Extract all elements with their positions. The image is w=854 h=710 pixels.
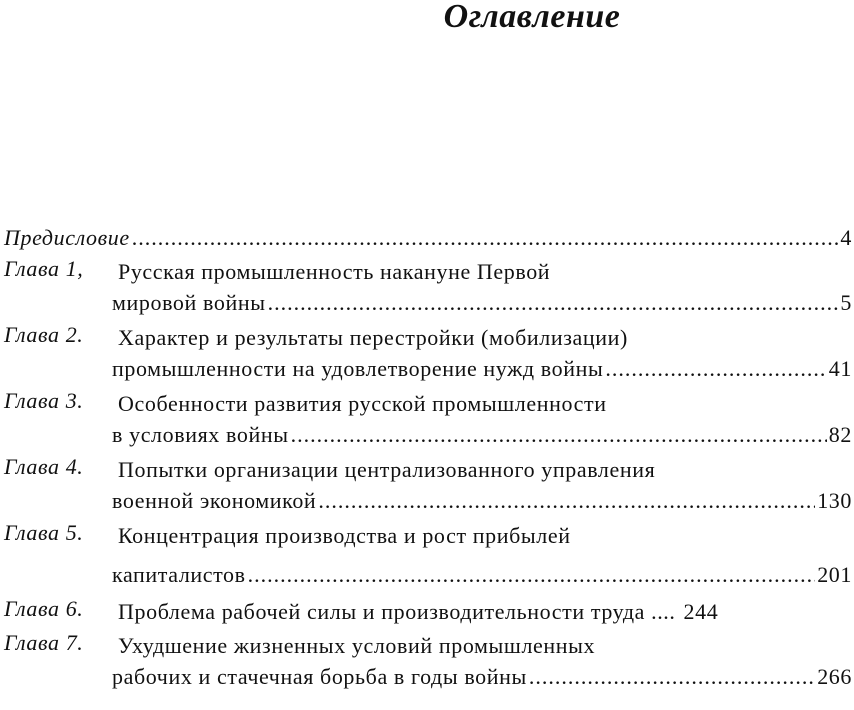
dot-leader bbox=[248, 559, 816, 590]
toc-page-number: 266 bbox=[817, 664, 852, 689]
dot-leader bbox=[132, 222, 839, 253]
dot-leader bbox=[268, 287, 839, 318]
dot-leader bbox=[605, 353, 826, 384]
toc-entry-title: Русская промышленность накануне Первой bbox=[118, 259, 551, 284]
toc-entry-title: Предисловие bbox=[4, 225, 130, 250]
toc-page-number: 41 bbox=[828, 356, 852, 381]
toc-entry-chapter-7 bbox=[0, 630, 852, 692]
dot-leader bbox=[318, 485, 815, 516]
table-of-contents bbox=[0, 222, 852, 692]
toc-entry-preface bbox=[0, 222, 852, 256]
toc-page-number: 130 bbox=[817, 488, 852, 513]
toc-entry-title-continued: капиталистов bbox=[112, 562, 246, 587]
toc-entry-title-continued: военной экономикой bbox=[112, 488, 317, 513]
dot-leader bbox=[291, 419, 827, 450]
toc-entry-chapter-4 bbox=[0, 454, 852, 520]
chapter-label: Глава 4. bbox=[4, 454, 84, 479]
toc-entry-chapter-2 bbox=[0, 322, 852, 388]
toc-entry-title: Характер и результаты перестройки (мобилизации) bbox=[118, 325, 628, 350]
toc-entry-title-continued: в условиях войны bbox=[112, 422, 289, 447]
toc-entry-title: Проблема рабочей силы и производительности труда .... bbox=[118, 599, 676, 624]
toc-entry-title: Ухудшение жизненных условий промышленных bbox=[118, 633, 596, 658]
toc-entry-chapter-1 bbox=[0, 256, 852, 322]
dot-leader bbox=[529, 661, 815, 692]
toc-entry-title-continued: рабочих и стачечная борьба в годы войны bbox=[112, 664, 527, 689]
toc-page-number: 244 bbox=[683, 599, 719, 624]
toc-entry-title-continued: промышленности на удовлетворение нужд войны bbox=[112, 356, 604, 381]
chapter-label: Глава 1, bbox=[4, 256, 84, 281]
chapter-label: Глава 2. bbox=[4, 322, 84, 347]
toc-page-number: 5 bbox=[840, 290, 852, 315]
toc-entry-title: Особенности развития русской промышленности bbox=[118, 391, 607, 416]
toc-entry-title: Концентрация производства и рост прибылей bbox=[118, 523, 571, 548]
chapter-label: Глава 3. bbox=[4, 388, 84, 413]
toc-page-number: 4 bbox=[840, 225, 852, 250]
toc-entry-chapter-6 bbox=[0, 596, 852, 630]
toc-entry-title-continued: мировой войны bbox=[112, 290, 266, 315]
toc-entry-chapter-3 bbox=[0, 388, 852, 454]
toc-entry-chapter-5 bbox=[0, 520, 852, 596]
chapter-label: Глава 6. bbox=[4, 596, 84, 621]
toc-page-number: 82 bbox=[828, 422, 852, 447]
toc-entry-title: Попытки организации централизованного управления bbox=[118, 457, 656, 482]
toc-page-number: 201 bbox=[817, 562, 852, 587]
page-title: Оглавление bbox=[443, 0, 621, 35]
chapter-label: Глава 5. bbox=[4, 520, 84, 545]
chapter-label: Глава 7. bbox=[4, 630, 84, 655]
